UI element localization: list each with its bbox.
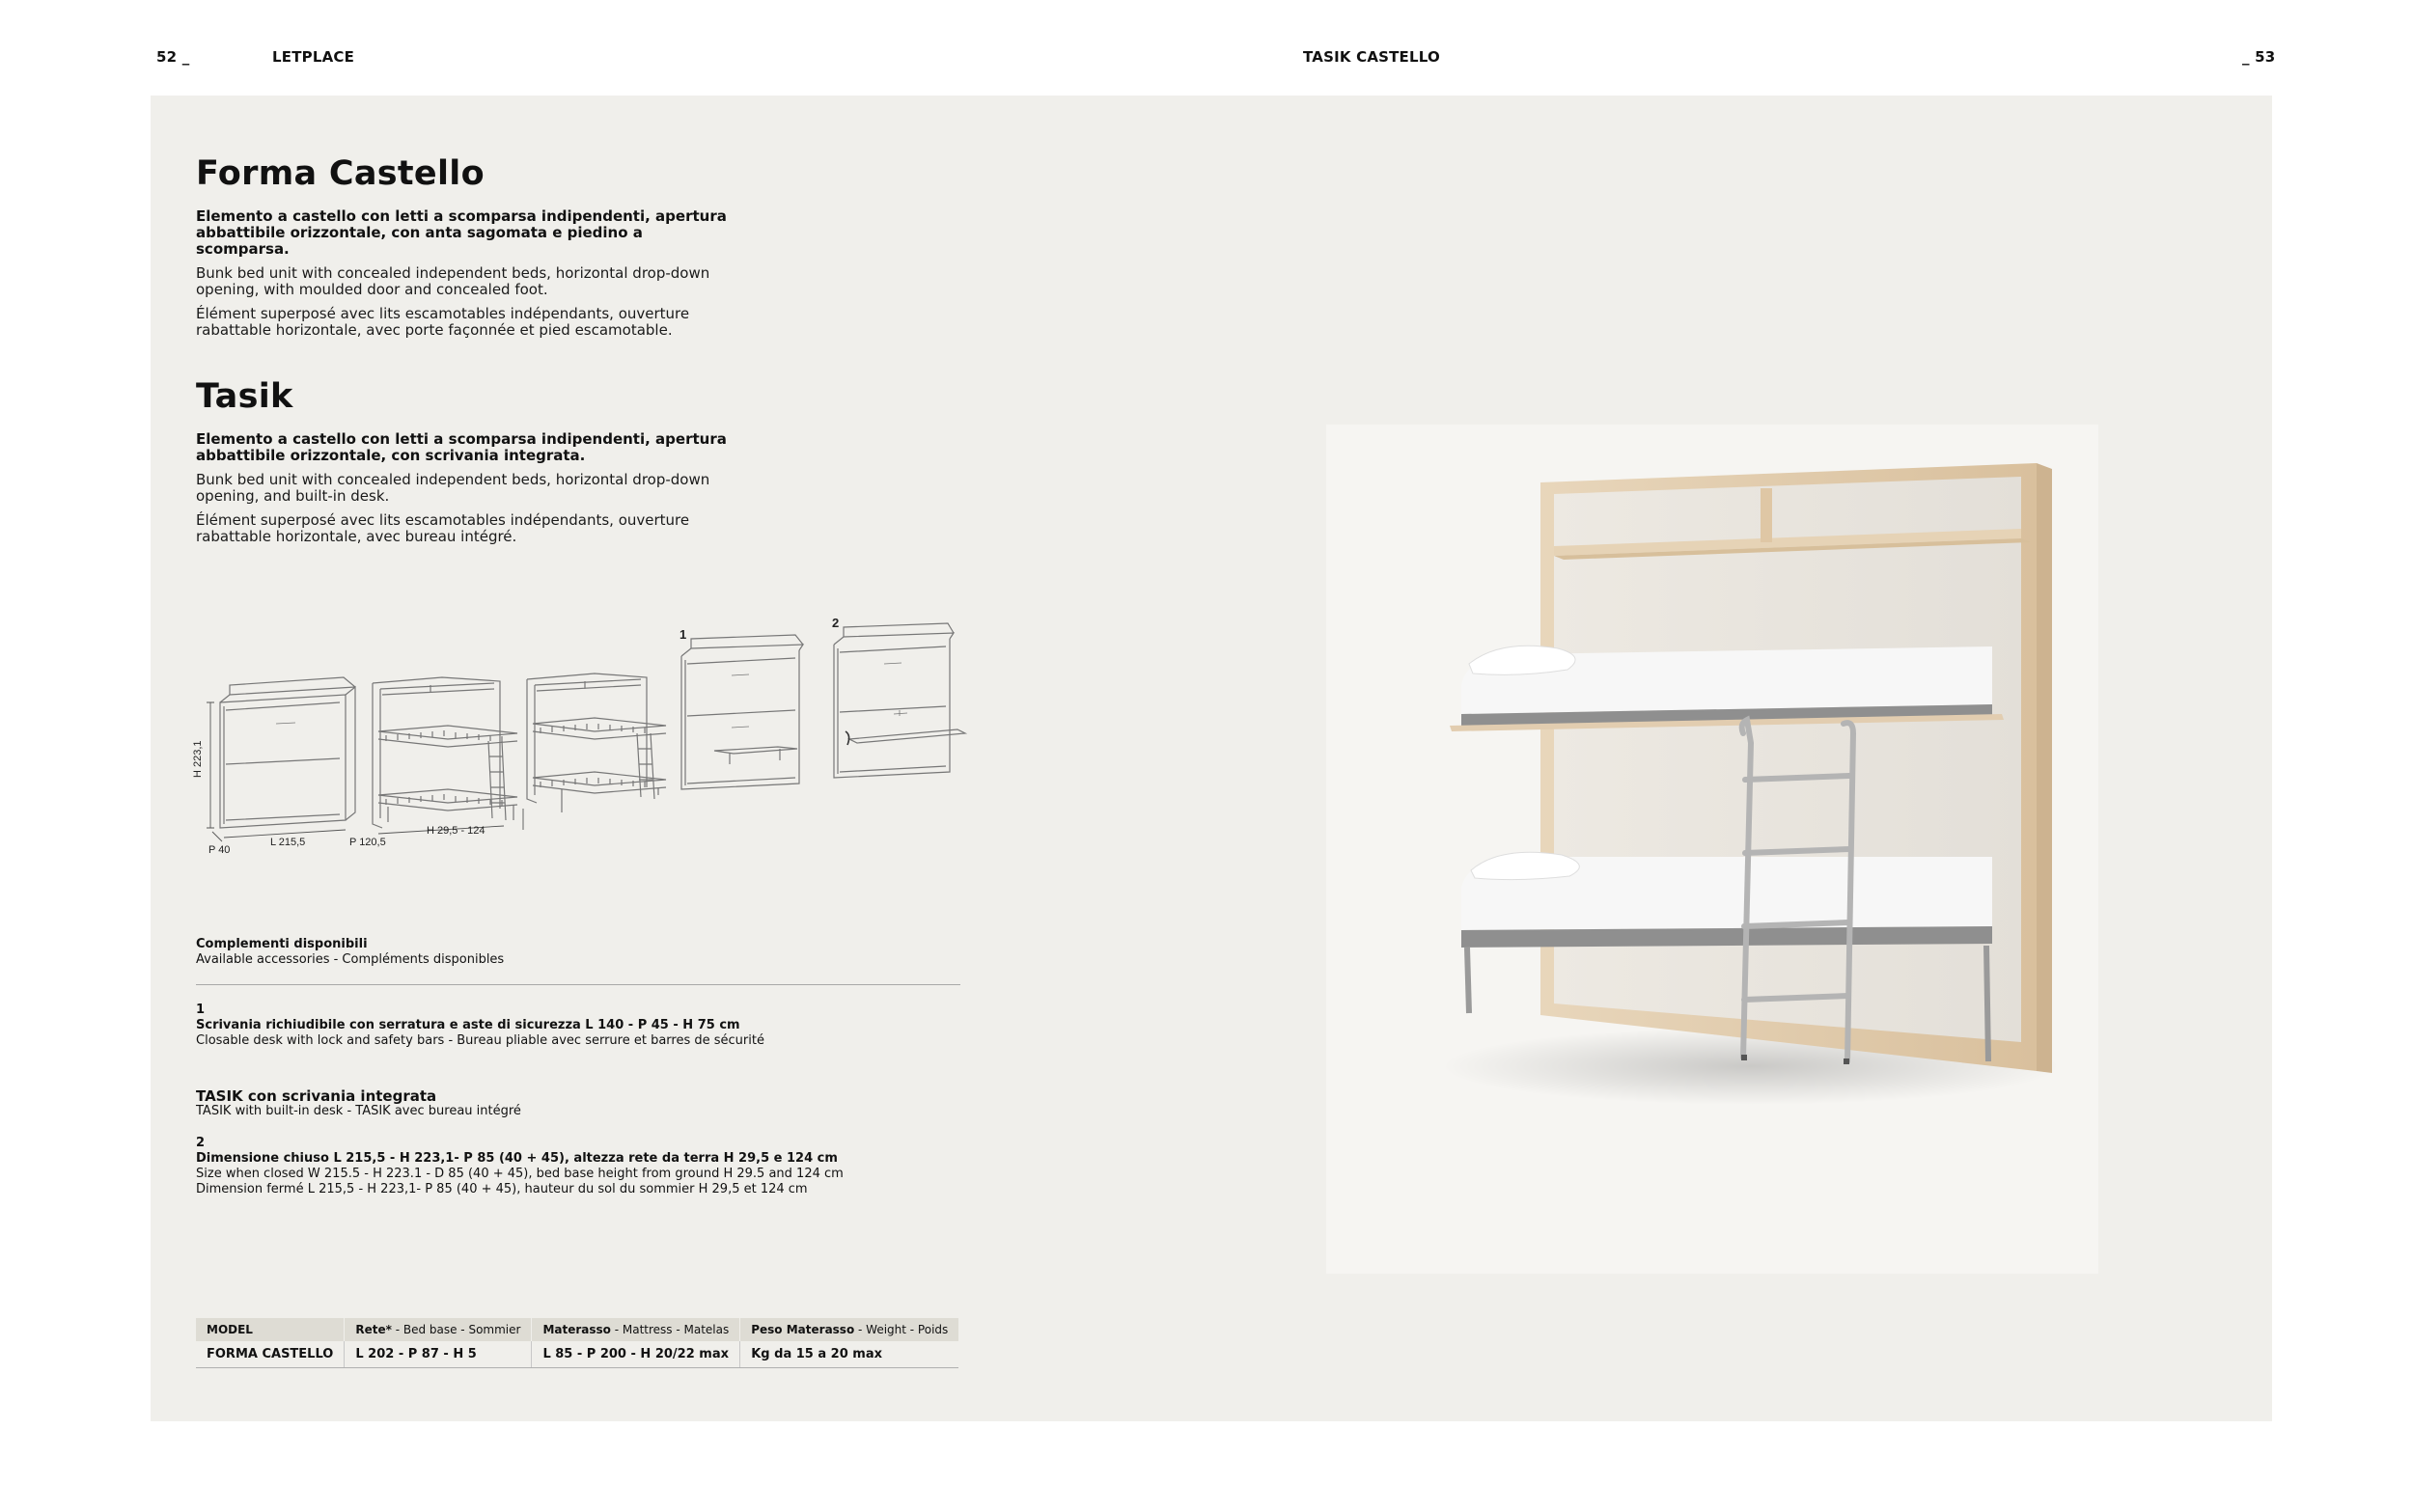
dim-bed-height-label: H 29,5 - 124 [427, 825, 485, 837]
tasik-desk-block [196, 1088, 987, 1119]
drawing-closed-unit [220, 677, 355, 828]
accessory-item-1 [196, 1003, 987, 1049]
dim-depth-40-label: P 40 [208, 844, 231, 856]
spec-table-header [196, 1318, 958, 1341]
tasik-section [196, 377, 736, 545]
product-photo [1326, 425, 2098, 1274]
tasik-desk-sub: TASIK with built-in desk - TASIK avec bureau intégré [196, 1104, 521, 1118]
accessory-item-1-sub: Closable desk with lock and safety bars - Bureau pliable avec serrure et barres de sécurité [196, 1033, 764, 1048]
spec-cell-mattress: L 85 - P 200 - H 20/22 max [532, 1341, 740, 1368]
diagram-marker-2: 2 [832, 616, 840, 630]
accessory-item-1-number: 1 [196, 1003, 206, 1017]
forma-castello-desc-fr: Élément superposé avec lits escamotables indépendants, ouverture rabattable horizontale, avec porte façonnée et pied escamotable. [196, 305, 690, 339]
page-number-left: 52 _ [156, 48, 190, 66]
spec-table [196, 1318, 958, 1368]
accessories-heading: Complementi disponibili [196, 937, 368, 951]
accessory-item-2 [196, 1136, 987, 1197]
page-number-right: _ 53 [2242, 48, 2276, 66]
accessories-heading-block [196, 937, 987, 968]
drawing-desk-unit-1 [681, 635, 803, 789]
tasik-desc-it: Elemento a castello con letti a scomparsa indipendenti, apertura abbattibile orizzontale, con scrivania integrata. [196, 430, 727, 464]
spec-header-bed-base: Rete* - Bed base - Sommier [345, 1318, 532, 1341]
accessory-item-2-it: Dimensione chiuso L 215,5 - H 223,1- P 85 (40 + 45), altezza rete da terra H 29,5 e 124 cm [196, 1151, 838, 1166]
table-row [196, 1341, 958, 1368]
forma-castello-title: Forma Castello [196, 154, 485, 193]
tasik-desc-fr: Élément superposé avec lits escamotables indépendants, ouverture rabattable horizontale, avec bureau intégré. [196, 511, 690, 545]
forma-castello-desc-it: Elemento a castello con letti a scomparsa indipendenti, apertura abbattibile orizzontale, con anta sagomata e piedino a scomparsa. [196, 207, 727, 258]
spec-header-mattress: Materasso - Mattress - Matelas [532, 1318, 740, 1341]
accessory-item-1-it: Scrivania richiudibile con serratura e aste di sicurezza L 140 - P 45 - H 75 cm [196, 1018, 740, 1032]
accessory-item-2-en: Size when closed W 215.5 - H 223.1 - D 85 (40 + 45), bed base height from ground H 29.5 and 124 cm [196, 1167, 844, 1181]
forma-castello-desc-en: Bunk bed unit with concealed independent beds, horizontal drop-down opening, with moulded door and concealed foot. [196, 264, 710, 298]
spec-header-weight: Peso Materasso - Weight - Poids [740, 1318, 959, 1341]
drawing-open-beds [373, 677, 517, 828]
tasik-title: Tasik [196, 377, 293, 416]
accessory-item-2-fr: Dimension fermé L 215,5 - H 223,1- P 85 (40 + 45), hauteur du sol du sommier H 29,5 et 124 cm [196, 1182, 808, 1196]
section-divider [196, 984, 960, 985]
technical-drawing [189, 606, 971, 872]
drawing-open-beds-variant [527, 674, 666, 812]
brand-name: LETPLACE [272, 48, 355, 66]
spec-cell-weight: Kg da 15 a 20 max [740, 1341, 959, 1368]
tasik-desc-en: Bunk bed unit with concealed independent beds, horizontal drop-down opening, and built-in desk. [196, 471, 710, 505]
spec-cell-bed-base: L 202 - P 87 - H 5 [345, 1341, 532, 1368]
spec-header-model: MODEL [196, 1318, 345, 1341]
forma-castello-section [196, 154, 736, 339]
accessories-heading-sub: Available accessories - Compléments disponibles [196, 952, 505, 967]
dim-length-label: L 215,5 [270, 837, 306, 848]
dim-height-label: H 223,1 [192, 740, 204, 778]
diagram-marker-1: 1 [680, 627, 687, 642]
accessory-item-2-number: 2 [196, 1136, 206, 1150]
spec-cell-model: FORMA CASTELLO [196, 1341, 345, 1368]
dim-depth-120-label: P 120,5 [349, 837, 386, 848]
section-title: TASIK CASTELLO [1303, 48, 1440, 66]
tasik-desk-heading: TASIK con scrivania integrata [196, 1087, 437, 1105]
drawing-desk-unit-2 [834, 623, 965, 778]
